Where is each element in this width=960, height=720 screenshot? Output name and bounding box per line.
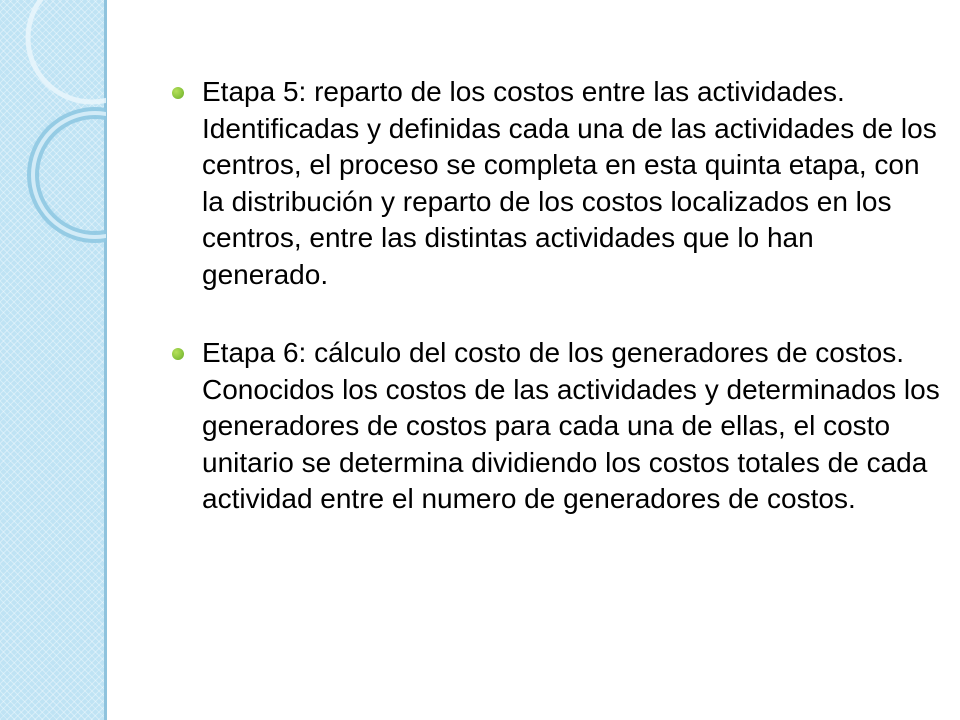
decorative-rings-icon xyxy=(0,0,106,720)
bullet-icon xyxy=(172,87,184,99)
bullet-list xyxy=(170,74,940,518)
bullet-text: Etapa 6: cálculo del costo de los generadores de costos. Conocidos los costos de las actividades y determinados los generadores de costos para cada una de ellas, el costo unitario se determina dividiendo los costos totales de cada actividad entre el numero de generadores de costos. xyxy=(202,337,940,514)
bullet-item-etapa-6 xyxy=(170,335,940,518)
bullet-item-etapa-5 xyxy=(170,74,940,293)
bullet-text: Etapa 5: reparto de los costos entre las actividades. Identificadas y definidas cada una de las actividades de los centros, el proceso se completa en esta quinta etapa, con la distribución y reparto de los costos localizados en los centros, entre las distintas actividades que lo han generado. xyxy=(202,76,937,290)
bullet-icon xyxy=(172,348,184,360)
